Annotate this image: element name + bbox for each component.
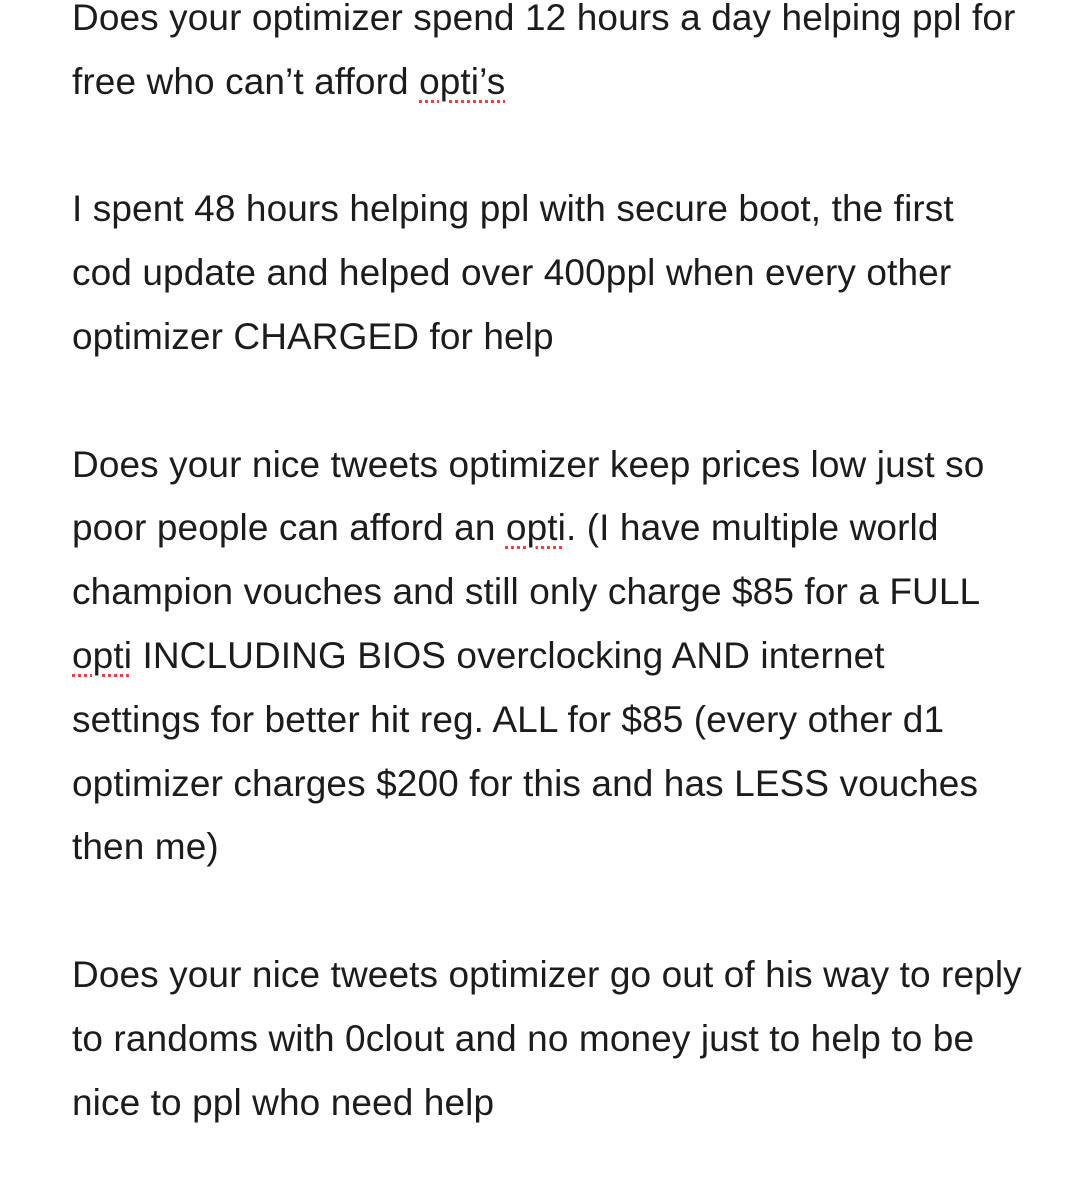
misspelled-word[interactable]: opti’s: [419, 60, 506, 102]
note-paragraph: [72, 177, 1022, 368]
misspelled-word[interactable]: opti: [72, 634, 133, 676]
note-text: Does your nice tweets optimizer keep prices low just so poor people can afford an: [72, 443, 985, 549]
note-text: Does your optimizer spend 12 hours a day helping ppl for free who can’t afford: [72, 0, 1016, 102]
note-paragraph: [72, 433, 1022, 880]
note-paragraph: [72, 0, 1022, 114]
note-text: Does your nice tweets optimizer go out of his way to reply to randoms with 0clout and no money just to help to be nice to ppl who need help: [72, 953, 1022, 1123]
misspelled-word[interactable]: opti: [505, 507, 566, 549]
note-paragraph: [72, 943, 1022, 1134]
note-body[interactable]: [72, 0, 1022, 1198]
note-text: I spent 48 hours helping ppl with secure boot, the first cod update and helped over 400ppl when every other optimizer CHARGED for help: [72, 188, 954, 357]
note-text: INCLUDING BIOS overclocking AND internet settings for better hit reg. ALL for $85 (every other d1 optimizer charges $200 for this and has LESS vouches then me): [72, 634, 979, 868]
note-text: . (I have multiple world champion vouches and still only charge $85 for a FULL: [72, 507, 979, 613]
